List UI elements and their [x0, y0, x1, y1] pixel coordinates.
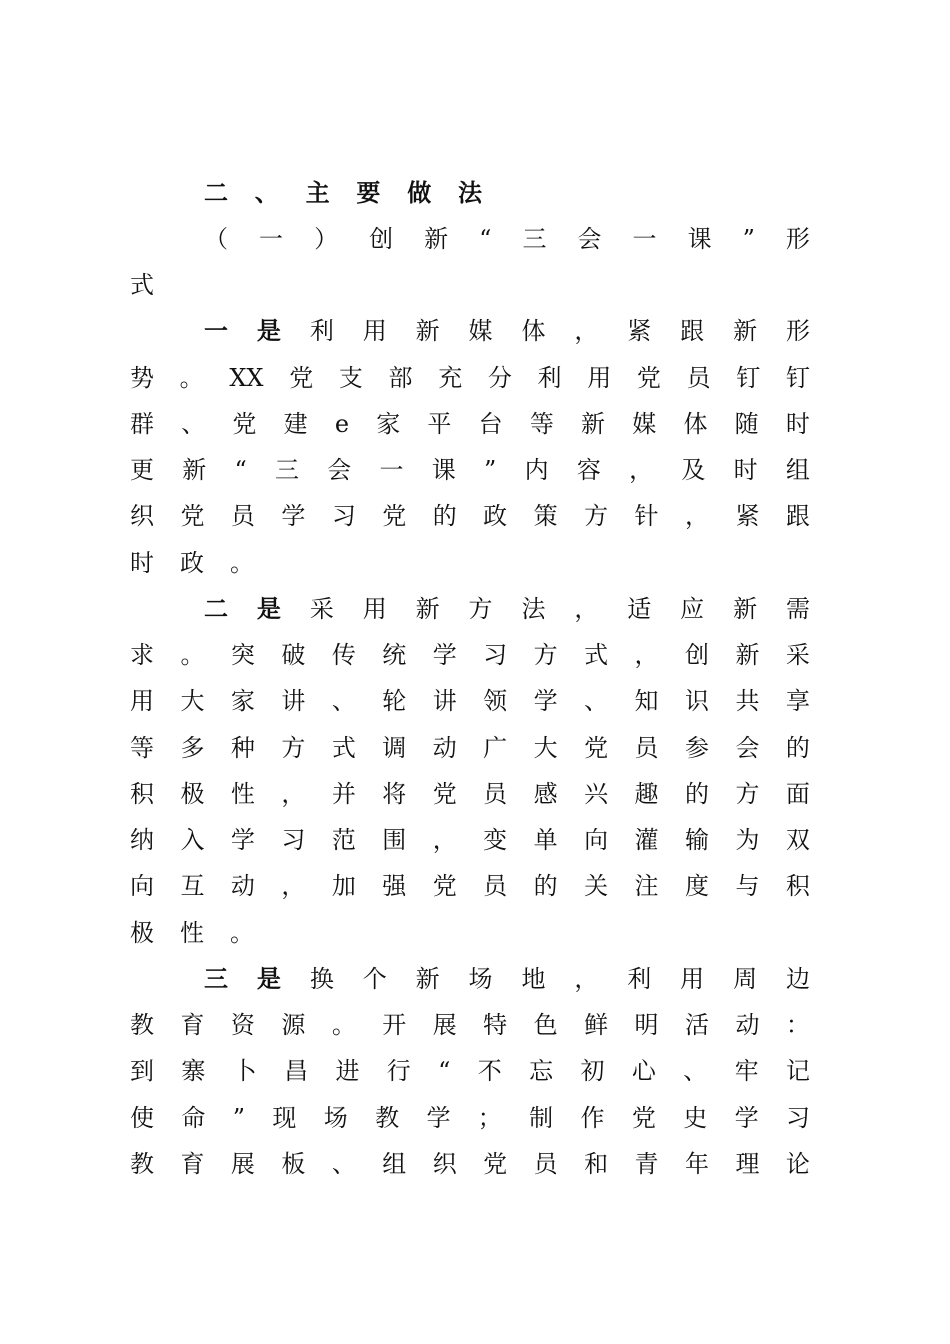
- paragraph-2-line-5-char: 并: [331, 780, 356, 808]
- paragraph-3-line-1: [204, 956, 810, 1002]
- paragraph-3-line-2-char: 活: [684, 1011, 709, 1039]
- paragraph-2-line-2-char: 学: [432, 641, 457, 669]
- subsection-heading-line-2: [130, 262, 810, 308]
- paragraph-1-line-2-char: 钉: [736, 364, 761, 392]
- paragraph-3-line-3-char: 心: [631, 1057, 656, 1085]
- paragraph-3-line-2-char: 源: [281, 1011, 306, 1039]
- paragraph-1-line-3-char: 等: [529, 410, 554, 438]
- paragraph-3-line-3-char: 寨: [181, 1057, 206, 1085]
- paragraph-1-line-6: [130, 540, 810, 586]
- paragraph-3-line-1-char: 新: [415, 965, 440, 993]
- paragraph-2-line-6-char: 习: [281, 826, 306, 854]
- subsection-heading-line-2-char: 式: [130, 271, 154, 299]
- paragraph-2-line-3-char: 轮: [382, 687, 407, 715]
- paragraph-3-line-1-char: 用: [680, 965, 705, 993]
- paragraph-3-line-3-char: 牢: [734, 1057, 759, 1085]
- paragraph-2-line-1-char: 适: [627, 595, 652, 623]
- paragraph-3-line-1-char: 个: [362, 965, 387, 993]
- paragraph-1-line-2-char: 充: [438, 364, 463, 392]
- paragraph-2-line-2-char: 采: [785, 641, 810, 669]
- paragraph-1-line-3-char: 群: [130, 410, 154, 438]
- paragraph-2-line-7-char: 党: [432, 872, 457, 900]
- paragraph-3-line-1-char: 地: [521, 965, 546, 993]
- section-heading-char: 要: [356, 178, 381, 207]
- paragraph-2-line-4-char: 广: [483, 734, 508, 762]
- paragraph-1-line-2-char: 员: [686, 364, 711, 392]
- paragraph-1-line-4-char: 更: [130, 456, 154, 484]
- paragraph-3-line-4-char: 场: [323, 1104, 348, 1132]
- paragraph-2-line-5-char: 极: [180, 780, 205, 808]
- paragraph-3-line-4-char: 使: [130, 1104, 154, 1132]
- section-heading-char: 二: [204, 178, 228, 207]
- subsection-heading-line-1: [204, 216, 810, 262]
- paragraph-3-line-4-char: 学: [426, 1104, 451, 1132]
- paragraph-1-line-3-char: 家: [376, 410, 401, 438]
- paragraph-1-line-2-char: 支: [338, 364, 363, 392]
- subsection-heading-line-1-char: “: [479, 225, 492, 253]
- subsection-heading-line-1-char: 课: [687, 225, 712, 253]
- paragraph-2-line-4-char: 参: [684, 734, 709, 762]
- paragraph-3-line-4-char: 学: [734, 1104, 759, 1132]
- paragraph-2-line-3: [130, 678, 810, 724]
- paragraph-2-line-8-char: 。: [230, 919, 254, 947]
- section-heading-char: 做: [407, 178, 432, 207]
- paragraph-3-line-1-char: ，: [574, 965, 599, 993]
- paragraph-2-line-4: [130, 725, 810, 771]
- paragraph-3-line-1-char: 边: [785, 965, 810, 993]
- paragraph-2-line-1-char: ，: [574, 595, 599, 623]
- paragraph-2-line-3-char: 享: [785, 687, 810, 715]
- paragraph-2-line-6-char: 双: [785, 826, 810, 854]
- paragraph-2-line-4-char: 大: [533, 734, 558, 762]
- paragraph-1-line-4-char: ，: [629, 456, 654, 484]
- paragraph-2-line-3-char: 讲: [281, 687, 306, 715]
- paragraph-2-line-2-char: 破: [281, 641, 306, 669]
- paragraph-2-line-4-char: 方: [281, 734, 306, 762]
- paragraph-2-line-4-char: 的: [785, 734, 810, 762]
- paragraph-3-line-5-char: 理: [735, 1150, 760, 1178]
- paragraph-1-line-4-char: 新: [182, 456, 207, 484]
- paragraph-1-line-3-char: 党: [232, 410, 257, 438]
- paragraph-3-line-3: [130, 1048, 810, 1094]
- paragraph-2-line-1-lead-char: 二: [204, 594, 228, 623]
- paragraph-3-line-2-char: 展: [432, 1011, 457, 1039]
- paragraph-2-line-2-char: 式: [584, 641, 609, 669]
- paragraph-2-line-6-char: 纳: [130, 826, 154, 854]
- paragraph-2-line-8-char: 性: [180, 919, 204, 947]
- paragraph-1-line-3-char: 台: [478, 410, 503, 438]
- paragraph-1-line-4: [130, 447, 810, 493]
- paragraph-2-line-6-char: 入: [180, 826, 205, 854]
- paragraph-3-line-5-char: 组: [382, 1150, 407, 1178]
- paragraph-1-line-3-char: 体: [683, 410, 708, 438]
- paragraph-1-line-2-char: 部: [388, 364, 413, 392]
- paragraph-1-line-3-char: 平: [427, 410, 452, 438]
- paragraph-2-line-7-char: 加: [331, 872, 356, 900]
- paragraph-2-line-3-char: 、: [331, 687, 356, 715]
- paragraph-1-line-3-char: e: [334, 410, 350, 438]
- paragraph-2-line-4-char: 多: [180, 734, 205, 762]
- paragraph-1-line-3-char: 、: [181, 410, 206, 438]
- paragraph-3-line-4-char: ”: [232, 1104, 245, 1132]
- paragraph-2-line-8-char: 极: [130, 919, 154, 947]
- paragraph-1-line-1-char: 形: [785, 317, 810, 345]
- paragraph-3-line-3-char: 行: [386, 1057, 411, 1085]
- paragraph-3-line-3-char: 忘: [529, 1057, 554, 1085]
- paragraph-2-line-6-char: 为: [735, 826, 760, 854]
- subsection-heading-line-1-char: ”: [742, 225, 755, 253]
- paragraph-3-line-4-char: 习: [785, 1104, 810, 1132]
- paragraph-1-line-1-char: 体: [521, 317, 546, 345]
- paragraph-1-line-1-char: 媒: [468, 317, 493, 345]
- paragraph-2-line-7-char: 度: [684, 872, 709, 900]
- paragraph-3-line-5-char: 展: [230, 1150, 255, 1178]
- paragraph-2-line-5-char: 趣: [634, 780, 659, 808]
- paragraph-2-line-7-char: 注: [634, 872, 659, 900]
- paragraph-1-line-2-char: 利: [537, 364, 562, 392]
- paragraph-2-line-7-char: 积: [785, 872, 810, 900]
- section-heading: [204, 170, 482, 216]
- paragraph-3-line-5-char: 论: [785, 1150, 810, 1178]
- paragraph-2-line-5-char: 将: [382, 780, 407, 808]
- paragraph-3-line-5-char: 年: [684, 1150, 709, 1178]
- paragraph-1-line-1-char: 新: [415, 317, 440, 345]
- paragraph-2-line-2-char: 。: [180, 641, 205, 669]
- paragraph-1-line-5-char: ，: [684, 502, 709, 530]
- paragraph-1-line-5-char: 策: [533, 502, 558, 530]
- paragraph-1-line-5-char: 学: [281, 502, 306, 530]
- paragraph-1-line-2-char: 党: [636, 364, 661, 392]
- paragraph-3-line-5-char: 和: [584, 1150, 609, 1178]
- subsection-heading-line-1-char: 三: [522, 225, 547, 253]
- paragraph-3-line-3-char: 不: [477, 1057, 502, 1085]
- subsection-heading-line-1-char: 一: [632, 225, 657, 253]
- paragraph-2-line-6-char: 变: [483, 826, 508, 854]
- paragraph-1-line-5-char: 习: [331, 502, 356, 530]
- paragraph-1-line-1: [204, 308, 810, 354]
- paragraph-2-line-4-char: 式: [331, 734, 356, 762]
- paragraph-2-line-5-char: 的: [684, 780, 709, 808]
- paragraph-2-line-7-char: 与: [735, 872, 760, 900]
- paragraph-1-line-5-char: 织: [130, 502, 154, 530]
- paragraph-3-line-5-char: 员: [533, 1150, 558, 1178]
- paragraph-3-line-3-char: 记: [785, 1057, 810, 1085]
- paragraph-2-line-5: [130, 771, 810, 817]
- paragraph-2-line-5-char: ，: [281, 780, 306, 808]
- paragraph-3-line-2-char: 鲜: [584, 1011, 609, 1039]
- paragraph-3-line-5-char: 、: [331, 1150, 356, 1178]
- paragraph-2-line-7-char: 向: [130, 872, 154, 900]
- paragraph-1-line-1-lead-char: 一: [204, 316, 228, 345]
- paragraph-1-line-4-char: ”: [484, 456, 497, 484]
- paragraph-3-line-3-char: 进: [335, 1057, 360, 1085]
- paragraph-2-line-2-char: 新: [735, 641, 760, 669]
- paragraph-2-line-4-char: 种: [230, 734, 255, 762]
- subsection-heading-line-1-char: （: [204, 225, 228, 253]
- paragraph-3-line-4-char: 制: [529, 1104, 554, 1132]
- paragraph-3-line-2-char: 教: [130, 1011, 154, 1039]
- paragraph-1-line-5-char: 针: [634, 502, 659, 530]
- paragraph-2-line-3-char: 大: [180, 687, 205, 715]
- paragraph-1-line-1-char: 紧: [627, 317, 652, 345]
- paragraph-3-line-5-char: 青: [634, 1150, 659, 1178]
- paragraph-3-line-3-char: “: [438, 1057, 451, 1085]
- paragraph-3-line-4-char: 命: [181, 1104, 206, 1132]
- paragraph-2-line-2-char: 传: [331, 641, 356, 669]
- paragraph-3-line-2-char: 色: [533, 1011, 558, 1039]
- paragraph-3-line-2: [130, 1002, 810, 1048]
- paragraph-2-line-5-char: 兴: [584, 780, 609, 808]
- paragraph-3-line-2-char: 特: [483, 1011, 508, 1039]
- paragraph-3-line-3-char: 卜: [232, 1057, 257, 1085]
- paragraph-3-line-5-char: 育: [180, 1150, 205, 1178]
- paragraph-1-line-5-char: 方: [584, 502, 609, 530]
- paragraph-3-line-2-char: 育: [180, 1011, 205, 1039]
- paragraph-3-line-1-lead-char: 是: [256, 964, 281, 993]
- paragraph-2-line-4-char: 调: [382, 734, 407, 762]
- paragraph-2-line-3-char: 共: [735, 687, 760, 715]
- paragraph-2-line-4-char: 会: [735, 734, 760, 762]
- paragraph-3-line-1-char: 场: [468, 965, 493, 993]
- paragraph-2-line-1-char: 方: [468, 595, 493, 623]
- paragraph-1-line-2-char: 势: [130, 364, 154, 392]
- paragraph-2-line-4-char: 党: [584, 734, 609, 762]
- paragraph-2-line-5-char: 党: [432, 780, 457, 808]
- paragraph-1-line-6-char: 时: [130, 549, 154, 577]
- paragraph-2-line-3-char: 学: [533, 687, 558, 715]
- subsection-heading-line-1-char: 创: [369, 225, 394, 253]
- paragraph-2-line-6-char: 单: [533, 826, 558, 854]
- paragraph-1-line-3-char: 新: [581, 410, 606, 438]
- paragraph-2-line-5-char: 员: [483, 780, 508, 808]
- paragraph-2-line-6-char: 学: [230, 826, 255, 854]
- paragraph-3-line-4-char: 作: [580, 1104, 605, 1132]
- subsection-heading-line-1-char: 一: [259, 225, 284, 253]
- subsection-heading-line-1-char: 新: [424, 225, 449, 253]
- paragraph-1-line-3-char: 建: [283, 410, 308, 438]
- paragraph-1-line-1-char: 跟: [680, 317, 705, 345]
- paragraph-2-line-2-char: ，: [634, 641, 659, 669]
- paragraph-3-line-3-char: 到: [130, 1057, 154, 1085]
- paragraph-1-line-2-char: 党: [289, 364, 314, 392]
- paragraph-1-line-5-char: 政: [483, 502, 508, 530]
- paragraph-3-line-4: [130, 1095, 810, 1141]
- paragraph-2-line-6-char: 范: [331, 826, 356, 854]
- paragraph-1-line-3-char: 时: [785, 410, 810, 438]
- paragraph-1-line-2: [130, 355, 810, 401]
- paragraph-1-line-1-char: 用: [362, 317, 387, 345]
- paragraph-2-line-3-char: 家: [230, 687, 255, 715]
- paragraph-2-line-7-char: 互: [180, 872, 205, 900]
- paragraph-3-line-1-char: 利: [627, 965, 652, 993]
- paragraph-1-line-4-char: 容: [576, 456, 601, 484]
- paragraph-2-line-2-char: 习: [483, 641, 508, 669]
- paragraph-3-line-2-char: 。: [331, 1011, 356, 1039]
- paragraph-2-line-3-char: 讲: [432, 687, 457, 715]
- paragraph-1-line-4-char: 会: [327, 456, 352, 484]
- paragraph-3-line-4-char: 党: [631, 1104, 656, 1132]
- paragraph-2-line-5-char: 性: [230, 780, 255, 808]
- paragraph-3-line-3-char: 初: [580, 1057, 605, 1085]
- paragraph-3-line-5-char: 党: [483, 1150, 508, 1178]
- paragraph-1-line-2-char: 分: [487, 364, 512, 392]
- paragraph-2-line-6-char: 向: [584, 826, 609, 854]
- paragraph-2-line-8: [130, 910, 810, 956]
- paragraph-3-line-4-char: ；: [477, 1104, 502, 1132]
- paragraph-1-line-4-char: “: [234, 456, 247, 484]
- paragraph-1-line-5-char: 党: [180, 502, 205, 530]
- paragraph-1-line-5: [130, 493, 810, 539]
- paragraph-2-line-3-char: 领: [483, 687, 508, 715]
- paragraph-2-line-1-char: 新: [415, 595, 440, 623]
- paragraph-3-line-4-char: 现: [272, 1104, 297, 1132]
- paragraph-1-line-5-char: 紧: [735, 502, 760, 530]
- paragraph-3-line-5-char: 织: [432, 1150, 457, 1178]
- paragraph-1-line-3-char: 随: [734, 410, 759, 438]
- paragraph-1-line-2-char: 。: [179, 364, 204, 392]
- paragraph-2-line-6-char: 输: [684, 826, 709, 854]
- paragraph-2-line-7-char: 的: [533, 872, 558, 900]
- paragraph-3-line-2-char: ：: [785, 1011, 810, 1039]
- paragraph-1-line-2-char: 用: [587, 364, 612, 392]
- paragraph-3-line-5-char: 板: [281, 1150, 306, 1178]
- paragraph-2-line-5-char: 感: [533, 780, 558, 808]
- paragraph-1-line-5-char: 党: [382, 502, 407, 530]
- paragraph-2-line-5-char: 方: [735, 780, 760, 808]
- paragraph-1-line-1-char: 新: [733, 317, 758, 345]
- paragraph-2-line-6: [130, 817, 810, 863]
- paragraph-2-line-1-char: 法: [521, 595, 546, 623]
- paragraph-1-line-6-char: 政: [180, 549, 204, 577]
- paragraph-1-line-5-char: 员: [230, 502, 255, 530]
- paragraph-2-line-4-char: 动: [432, 734, 457, 762]
- paragraph-1-line-4-char: 课: [431, 456, 456, 484]
- paragraph-1-line-2-char: 钉: [785, 364, 810, 392]
- subsection-heading-line-1-char: 形: [785, 225, 810, 253]
- paragraph-1-line-4-char: 三: [275, 456, 300, 484]
- section-heading-char: 法: [457, 178, 482, 207]
- paragraph-2-line-3-char: 识: [684, 687, 709, 715]
- paragraph-2-line-3-char: 知: [634, 687, 659, 715]
- section-heading-char: 主: [305, 178, 330, 207]
- paragraph-2-line-1-char: 采: [309, 595, 334, 623]
- paragraph-2-line-4-char: 等: [130, 734, 154, 762]
- paragraph-3-line-4-char: 教: [375, 1104, 400, 1132]
- paragraph-3-line-1-char: 换: [309, 965, 334, 993]
- paragraph-1-line-4-char: 组: [785, 456, 810, 484]
- paragraph-3-line-3-char: 昌: [284, 1057, 309, 1085]
- subsection-heading-line-1-char: 会: [577, 225, 602, 253]
- paragraph-3-line-3-char: 、: [683, 1057, 708, 1085]
- paragraph-2-line-5-char: 面: [785, 780, 810, 808]
- paragraph-2-line-3-char: 、: [584, 687, 609, 715]
- paragraph-2-line-7-char: ，: [281, 872, 306, 900]
- paragraph-1-line-3: [130, 401, 810, 447]
- section-heading-char: 、: [254, 178, 279, 207]
- paragraph-1-line-1-char: ，: [574, 317, 599, 345]
- paragraph-2-line-2: [130, 632, 810, 678]
- paragraph-2-line-2-char: 突: [230, 641, 255, 669]
- paragraph-2-line-1-lead-char: 是: [256, 594, 281, 623]
- paragraph-3-line-4-char: 史: [683, 1104, 708, 1132]
- paragraph-1-line-4-char: 及: [681, 456, 706, 484]
- paragraph-2-line-3-char: 用: [130, 687, 154, 715]
- paragraph-2-line-6-char: ，: [432, 826, 457, 854]
- paragraph-1-line-1-lead-char: 是: [256, 316, 281, 345]
- subsection-heading-line-1-char: ）: [314, 225, 339, 253]
- paragraph-3-line-5: [130, 1141, 810, 1187]
- paragraph-2-line-1-char: 新: [733, 595, 758, 623]
- paragraph-2-line-7-char: 员: [483, 872, 508, 900]
- paragraph-2-line-4-char: 员: [634, 734, 659, 762]
- paragraph-1-line-2-char: XX: [229, 364, 264, 392]
- paragraph-1-line-5-char: 跟: [785, 502, 810, 530]
- paragraph-3-line-2-char: 动: [735, 1011, 760, 1039]
- paragraph-1-line-1-char: 利: [309, 317, 334, 345]
- paragraph-1-line-4-char: 内: [524, 456, 549, 484]
- paragraph-2-line-7-char: 关: [584, 872, 609, 900]
- paragraph-2-line-1-char: 需: [785, 595, 810, 623]
- paragraph-3-line-2-char: 资: [230, 1011, 255, 1039]
- paragraph-1-line-6-char: 。: [230, 549, 254, 577]
- paragraph-1-line-3-char: 媒: [632, 410, 657, 438]
- paragraph-1-line-4-char: 一: [379, 456, 404, 484]
- paragraph-2-line-6-char: 灌: [634, 826, 659, 854]
- paragraph-2-line-7: [130, 863, 810, 909]
- paragraph-2-line-2-char: 求: [130, 641, 154, 669]
- paragraph-2-line-5-char: 积: [130, 780, 154, 808]
- paragraph-3-line-2-char: 开: [382, 1011, 407, 1039]
- paragraph-2-line-6-char: 围: [382, 826, 407, 854]
- paragraph-3-line-1-lead-char: 三: [204, 964, 228, 993]
- paragraph-2-line-7-char: 动: [230, 872, 255, 900]
- paragraph-2-line-2-char: 方: [533, 641, 558, 669]
- paragraph-2-line-1-char: 用: [362, 595, 387, 623]
- paragraph-3-line-1-char: 周: [733, 965, 758, 993]
- paragraph-2-line-1-char: 应: [680, 595, 705, 623]
- paragraph-2-line-7-char: 强: [382, 872, 407, 900]
- paragraph-3-line-2-char: 明: [634, 1011, 659, 1039]
- paragraph-3-line-5-char: 教: [130, 1150, 154, 1178]
- paragraph-1-line-4-char: 时: [733, 456, 758, 484]
- paragraph-1-line-5-char: 的: [432, 502, 457, 530]
- paragraph-2-line-2-char: 统: [382, 641, 407, 669]
- paragraph-2-line-1: [204, 586, 810, 632]
- paragraph-2-line-2-char: 创: [684, 641, 709, 669]
